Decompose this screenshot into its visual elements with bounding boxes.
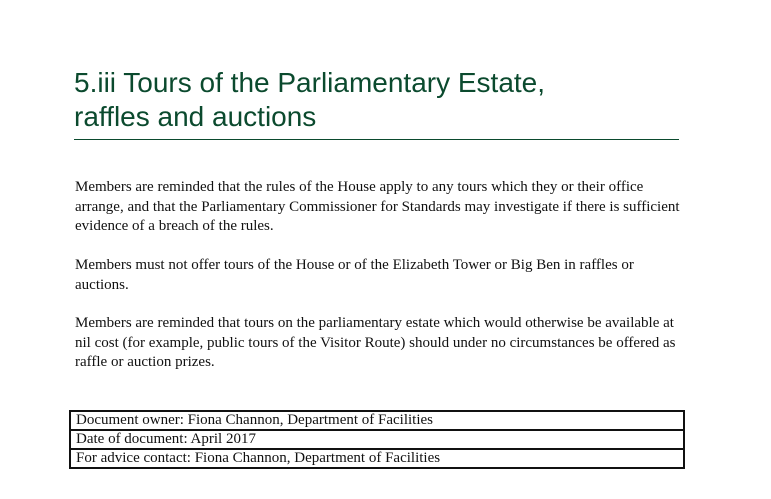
paragraph-nil-cost-tours: Members are reminded that tours on the parliamentary estate which would otherwise be available at nil cost (for example, public tours of the Visitor Route) should under no circumstances be offered as raffle or auction prizes. bbox=[75, 315, 676, 370]
section-heading-line-1: 5.iii Tours of the Parliamentary Estate, bbox=[74, 67, 546, 98]
heading-divider bbox=[74, 139, 679, 140]
table-row bbox=[70, 430, 684, 449]
table-row bbox=[70, 449, 684, 468]
paragraph-no-tours-in-raffles: Members must not offer tours of the House or of the Elizabeth Tower or Big Ben in raffles or auctions. bbox=[75, 257, 634, 293]
document-metadata-table bbox=[69, 410, 685, 469]
table-row bbox=[70, 411, 684, 430]
paragraph-rules-of-house: Members are reminded that the rules of the House apply to any tours which they or their office arrange, and that the Parliamentary Commissioner for Standards may investigate if there is sufficient evidence of a breach of the rules. bbox=[75, 179, 680, 234]
section-heading bbox=[74, 66, 680, 134]
section-heading-line-2: raffles and auctions bbox=[74, 101, 317, 132]
advice-contact-cell: For advice contact: Fiona Channon, Department of Facilities bbox=[70, 449, 684, 468]
document-date-cell: Date of document: April 2017 bbox=[70, 430, 684, 449]
document-owner-cell: Document owner: Fiona Channon, Department of Facilities bbox=[70, 411, 684, 430]
